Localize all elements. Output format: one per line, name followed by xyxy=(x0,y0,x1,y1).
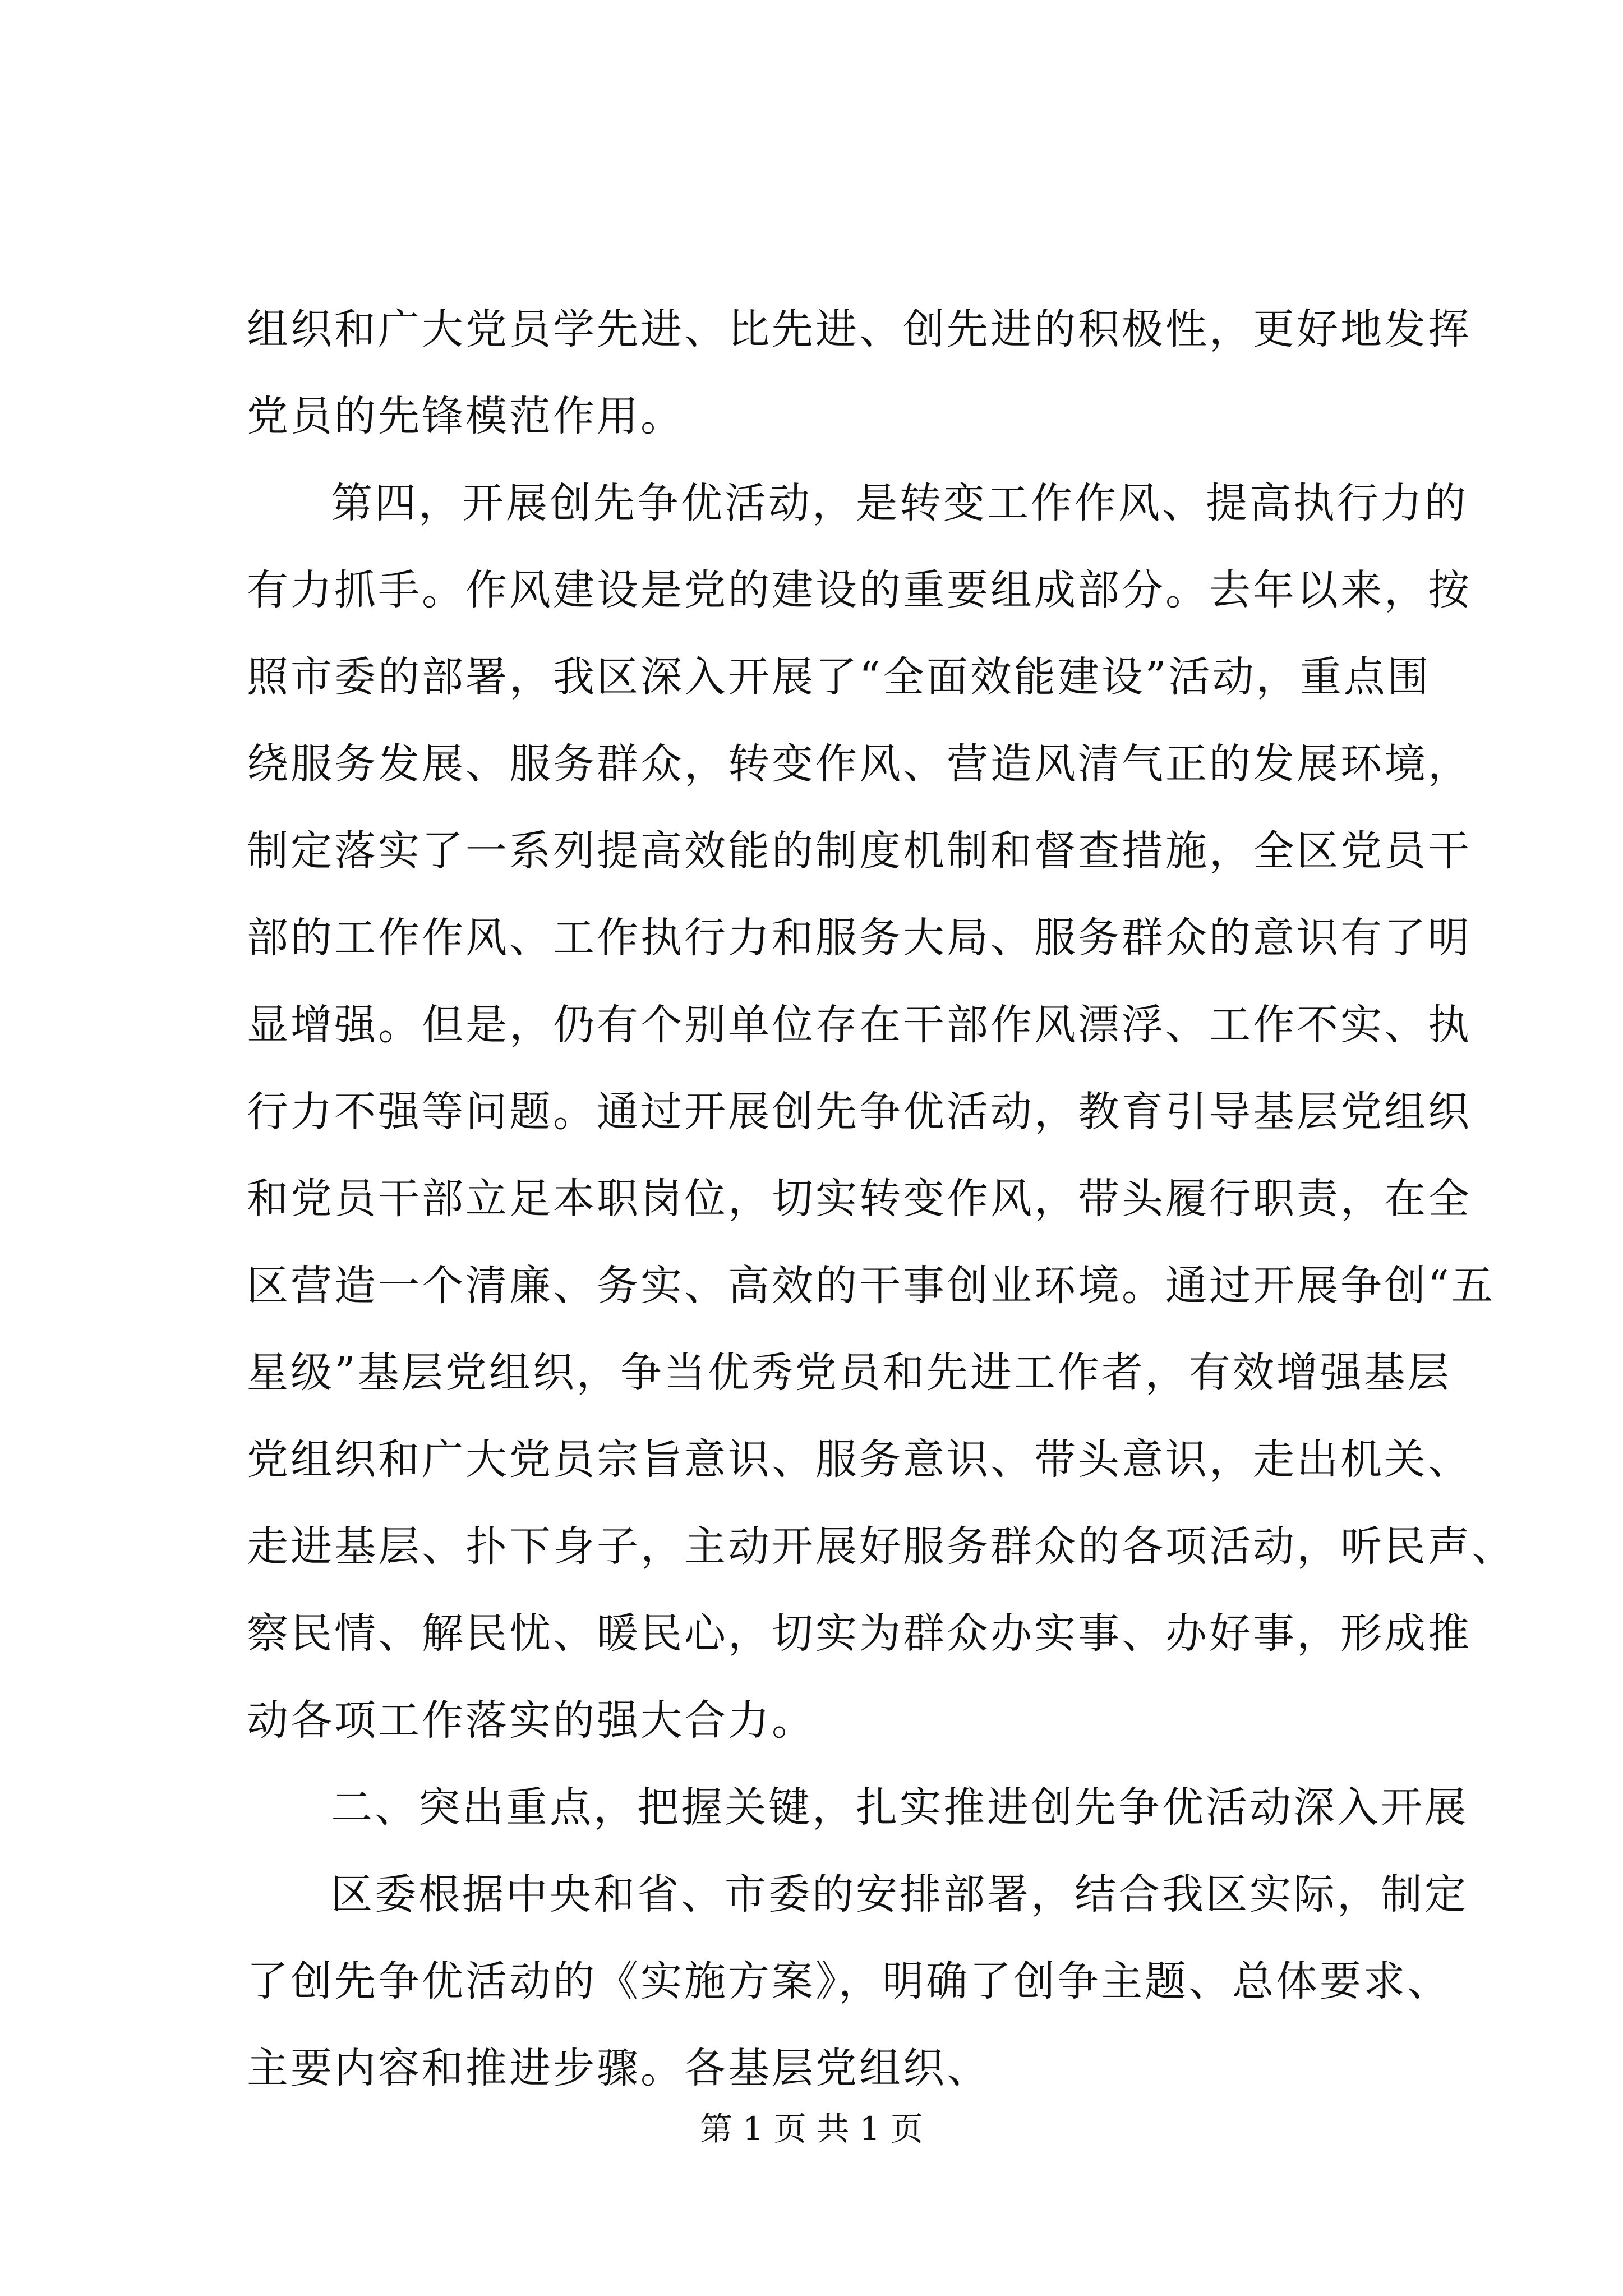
text-line: 绕服务发展、服务群众，转变作风、营造风清气正的发展环境， xyxy=(247,740,1472,788)
text-line: 了创先争优活动的《实施方案》，明确了创争主题、总体要求、 xyxy=(247,1957,1451,2005)
text-line: 显增强。但是，仍有个别单位存在干部作风漂浮、工作不实、执 xyxy=(247,1001,1472,1049)
paragraph-start-line: 区委根据中央和省、市委的安排部署，结合我区实际，制定 xyxy=(331,1870,1468,1918)
text-line: 动各项工作落实的强大合力。 xyxy=(247,1696,815,1745)
text-line: 和党员干部立足本职岗位，切实转变作风，带头履行职责，在全 xyxy=(247,1175,1472,1223)
text-line: 党员的先锋模范作用。 xyxy=(247,392,684,440)
text-line: 有力抓手。作风建设是党的建设的重要组成部分。去年以来，按 xyxy=(247,566,1472,614)
paragraph-start-line: 第四，开展创先争优活动，是转变工作作风、提高执行力的 xyxy=(331,479,1468,527)
page-number-label: 第 1 页 共 1 页 xyxy=(700,2110,923,2148)
text-line: 行力不强等问题。通过开展创先争优活动，教育引导基层党组织 xyxy=(247,1088,1472,1136)
page-footer xyxy=(0,2106,1623,2151)
document-body xyxy=(247,286,1515,2112)
text-line: 走进基层、扑下身子，主动开展好服务群众的各项活动，听民声、 xyxy=(247,1522,1515,1571)
section-heading: 二、突出重点，把握关键，扎实推进创先争优活动深入开展 xyxy=(331,1783,1468,1832)
text-line: 部的工作作风、工作执行力和服务大局、服务群众的意识有了明 xyxy=(247,914,1472,962)
text-line: 区营造一个清廉、务实、高效的干事创业环境。通过开展争创“五 xyxy=(247,1262,1495,1310)
text-line: 主要内容和推进步骤。各基层党组织、 xyxy=(247,2044,990,2092)
text-line: 察民情、解民忧、暖民心，切实为群众办实事、办好事，形成推 xyxy=(247,1609,1472,1658)
text-line: 星级”基层党组织，争当优秀党员和先进工作者，有效增强基层 xyxy=(247,1349,1451,1397)
text-line: 党组织和广大党员宗旨意识、服务意识、带头意识，走出机关、 xyxy=(247,1435,1472,1484)
text-line: 制定落实了一系列提高效能的制度机制和督查措施，全区党员干 xyxy=(247,827,1472,875)
text-line: 照市委的部署，我区深入开展了“全面效能建设”活动，重点围 xyxy=(247,653,1431,701)
text-line: 组织和广大党员学先进、比先进、创先进的积极性，更好地发挥 xyxy=(247,305,1472,353)
